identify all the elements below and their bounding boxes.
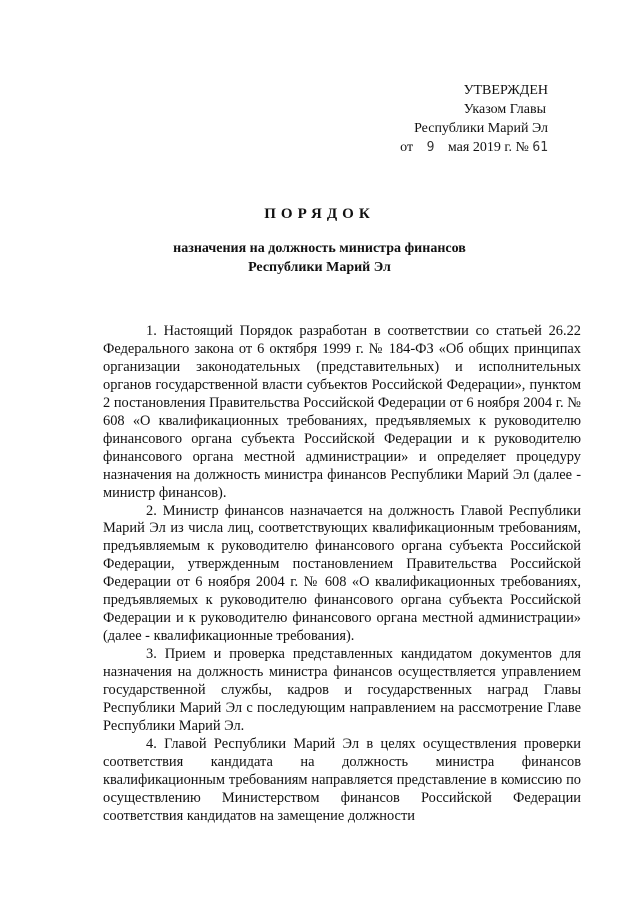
paragraph: 2. Министр финансов назначается на должность Главой Республики Марий Эл из числа лиц, соответствующих квалификационным требованиям, предъявляемым к руководителю финансового органа субъекта Российской Федерации, утвержденным постановлением Правительства Российской Федерации от 6 ноября 2004 г. № 608 «О квалификационных требованиях, предъявляемых к руководителю финансового органа субъекта Российской Федерации и к руководителю финансового органа местной администрации» (далее - квалификационные требования). xyxy=(103,502,581,645)
decree-month-year: мая 2019 г. № xyxy=(447,140,529,155)
decree-date-line xyxy=(0,138,548,157)
approval-stamp xyxy=(0,81,548,157)
decree-number: 61 xyxy=(532,140,548,155)
approved-label: УТВЕРЖДЕН xyxy=(463,83,548,98)
document-subtitle xyxy=(0,239,639,277)
decree-label: Указом Главы xyxy=(463,102,546,117)
paragraph: 1. Настоящий Порядок разработан в соответствии со статьей 26.22 Федерального закона от 6 октября 1999 г. № 184-ФЗ «Об общих принципах организации законодательных (представительных) и исполнительных органов государственной власти субъектов Российской Федерации», пунктом 2 постановления Правительства Российской Федерации от 6 ноября 2004 г. № 608 «О квалификационных требованиях, предъявляемых к руководителю финансового органа субъекта Российской Федерации и к руководителю финансового органа местной администрации» и определяет процедуру назначения на должность министра финансов Республики Марий Эл (далее - министр финансов). xyxy=(103,323,581,501)
paragraph: 3. Прием и проверка представленных кандидатом документов для назначения на должность министра финансов осуществляется управлением государственной службы, кадров и государственных наград Главы Республики Марий Эл с последующим направлением на рассмотрение Главе Республики Марий Эл. xyxy=(103,646,581,734)
document-title: ПОРЯДОК xyxy=(264,206,375,222)
date-prefix: от xyxy=(400,140,414,155)
subtitle-line: назначения на должность министра финансов xyxy=(173,241,466,256)
paragraph: 4. Главой Республики Марий Эл в целях осуществления проверки соответствия кандидата на должность министра финансов квалификационным требованиям направляется представление в комиссию по осуществлению Министерством финансов Российской Федерации соответствия кандидатов на замещение должности xyxy=(103,735,581,824)
subtitle-line: Республики Марий Эл xyxy=(248,260,391,275)
republic-label: Республики Марий Эл xyxy=(414,121,548,136)
decree-day: 9 xyxy=(426,140,435,155)
document-body xyxy=(103,323,581,824)
